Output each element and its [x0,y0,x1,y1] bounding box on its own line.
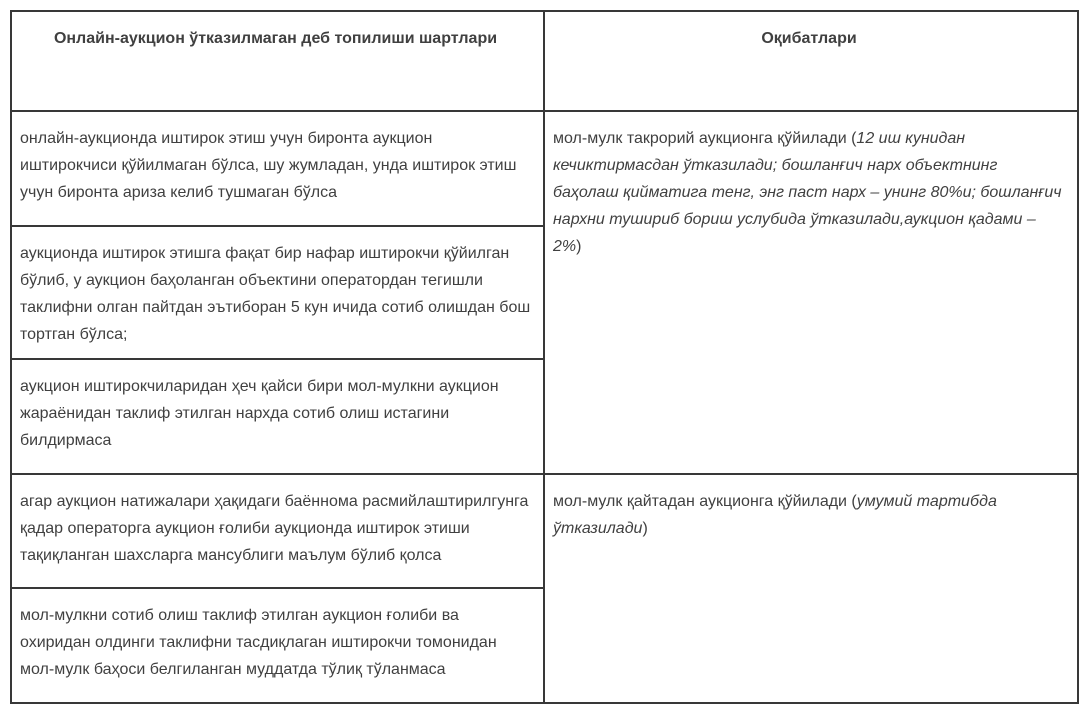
consequence-text-italic-note: 12 иш кунидан кечиктирмасдан ўтказилади; бошланғич нарх объектнинг баҳолаш қийматига тенг, энг паст нарх – унинг 80%и; бошланғич нархни тушириб бориш услубида ўтказилади,аукцион қадами – 2% [553,130,1062,255]
consequence-text-suffix: ) [642,520,648,537]
consequence-text-italic-note: умумий тартибда ўтказилади [553,493,997,537]
table-row [11,474,1078,588]
consequence-cell-repeat-auction [544,111,1078,474]
condition-cell-1: онлайн-аукционда иштирок этиш учун биронта аукцион иштирокчиси қўйилмаган бўлса, шу жумладан, унда иштирок этиш учун биронта ариза келиб тушмаган бўлса [11,111,544,226]
auction-conditions-table [10,10,1079,704]
condition-cell-5: мол-мулкни сотиб олиш таклиф этилган аукцион ғолиби ва охиридан олдинги таклифни тасдиқлаган иштирокчи томонидан мол-мулк баҳоси белгиланган муддатда тўлиқ тўланмаса [11,588,544,703]
table-header-row [11,11,1078,111]
conditions-header-cell: Онлайн-аукцион ўтказилмаган деб топилиши шартлари [11,11,544,111]
table-row [11,111,1078,226]
condition-cell-2: аукционда иштирок этишга фақат бир нафар иштирокчи қўйилган бўлиб, у аукцион баҳоланган объектини оператордан тегишли таклифни олган пайтдан эътиборан 5 кун ичида сотиб олишдан бош тортган бўлса; [11,226,544,359]
consequence-text-prefix: мол-мулк қайтадан аукционга қўйилади ( [553,493,857,510]
consequences-header-cell: Оқибатлари [544,11,1078,111]
condition-cell-3: аукцион иштирокчиларидан ҳеч қайси бири мол-мулкни аукцион жараёнидан таклиф этилган нархда сотиб олиш истагини билдирмаса [11,359,544,474]
consequence-cell-new-auction [544,474,1078,703]
consequence-text-prefix: мол-мулк такрорий аукционга қўйилади ( [553,130,857,147]
consequence-text-suffix: ) [576,238,582,255]
condition-cell-4: агар аукцион натижалари ҳақидаги баённома расмийлаштирилгунга қадар операторга аукцион ғолиби аукционда иштирок этиши тақиқланган шахсларга мансублиги маълум бўлиб қолса [11,474,544,588]
